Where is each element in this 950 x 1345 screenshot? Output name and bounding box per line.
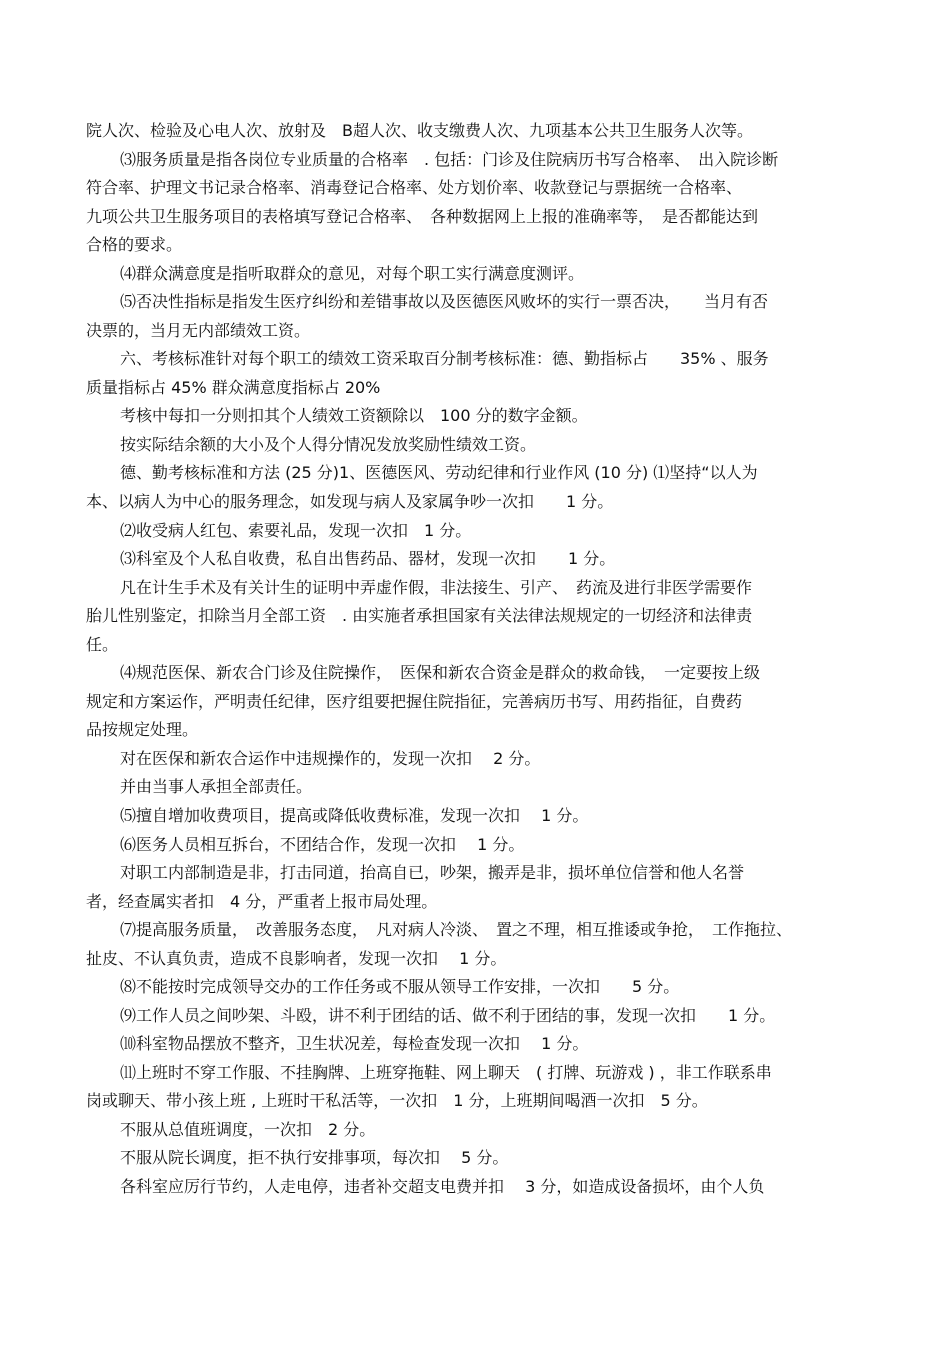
text-line: ⑻不能按时完成领导交办的工作任务或不服从领导工作安排，一次扣 5 分。	[120, 977, 680, 996]
text-line: ⑽科室物品摆放不整齐，卫生状况差，每检查发现一次扣 1 分。	[120, 1034, 589, 1053]
text-line: 扯皮、不认真负责，造成不良影响者，发现一次扣 1 分。	[86, 949, 507, 968]
text-line: ⑷群众满意度是指听取群众的意见，对每个职工实行满意度测评。	[120, 264, 585, 283]
text-line: 德、勤考核标准和方法 (25 分)1、医德医风、劳动纪律和行业作风 (10 分) ⑴坚持“以人为	[120, 463, 758, 482]
text-line: ⑸擅自增加收费项目，提高或降低收费标准，发现一次扣 1 分。	[120, 806, 589, 825]
text-line: ⑸否决性指标是指发生医疗纠纷和差错事故以及医德医风败坏的实行一票否决， 当月有否	[120, 292, 769, 311]
text-line: ⑷规范医保、新农合门诊及住院操作， 医保和新农合资金是群众的救命钱， 一定要按上级	[120, 663, 761, 682]
text-line: ⑵收受病人红包、索要礼品，发现一次扣 1 分。	[120, 521, 472, 540]
text-line: ⑶科室及个人私自收费，私自出售药品、器材，发现一次扣 1 分。	[120, 549, 616, 568]
text-line: 品按规定处理。	[86, 720, 199, 739]
text-line: 者，经查属实者扣 4 分，严重者上报市局处理。	[86, 892, 438, 911]
text-line: ⑼工作人员之间吵架、斗殴，讲不利于团结的话、做不利于团结的事，发现一次扣 1 分。	[120, 1006, 776, 1025]
text-line: 对在医保和新农合运作中违规操作的，发现一次扣 2 分。	[120, 749, 541, 768]
text-line: 考核中每扣一分则扣其个人绩效工资额除以 100 分的数字金额。	[120, 406, 588, 425]
text-line: ⑺提高服务质量， 改善服务态度， 凡对病人冷淡、 置之不理，相互推诿或争抢， 工作拖拉、	[120, 920, 793, 939]
text-line: 不服从总值班调度，一次扣 2 分。	[120, 1120, 376, 1139]
text-line: ⑶服务质量是指各岗位专业质量的合格率 . 包括：门诊及住院病历书写合格率、 出入院诊断	[120, 150, 779, 169]
text-line: 本、以病人为中心的服务理念，如发现与病人及家属争吵一次扣 1 分。	[86, 492, 614, 511]
text-line: 胎儿性别鉴定，扣除当月全部工资 . 由实施者承担国家有关法律法规规定的一切经济和法律责	[86, 606, 753, 625]
text-line: 岗或聊天、带小孩上班 , 上班时干私活等，一次扣 1 分，上班期间喝酒一次扣 5 分。	[86, 1091, 708, 1110]
text-line: 九项公共卫生服务项目的表格填写登记合格率、 各种数据网上上报的准确率等， 是否都能达到	[86, 207, 759, 226]
text-line: 合格的要求。	[86, 235, 183, 254]
text-line: 并由当事人承担全部责任。	[120, 777, 313, 796]
text-line: 各科室应厉行节约，人走电停，违者补交超支电费并扣 3 分，如造成设备损坏，由个人负	[120, 1177, 765, 1196]
text-line: 对职工内部制造是非，打击同道，抬高自已，吵架，搬弄是非，损坏单位信誉和他人名誉	[120, 863, 745, 882]
text-line: 凡在计生手术及有关计生的证明中弄虚作假，非法接生、引产、 药流及进行非医学需要作	[120, 578, 753, 597]
text-line: 规定和方案运作，严明责任纪律，医疗组要把握住院指征，完善病历书写、用药指征，自费药	[86, 692, 743, 711]
text-line: 符合率、护理文书记录合格率、消毒登记合格率、处方划价率、收款登记与票据统一合格率、	[86, 178, 743, 197]
text-line: 任。	[86, 635, 119, 654]
text-line: 质量指标占 45% 群众满意度指标占 20%	[86, 378, 381, 397]
text-line: ⑹医务人员相互拆台，不团结合作，发现一次扣 1 分。	[120, 835, 525, 854]
text-line: 决票的，当月无内部绩效工资。	[86, 321, 311, 340]
text-line: 不服从院长调度，拒不执行安排事项，每次扣 5 分。	[120, 1148, 509, 1167]
text-line: ⑾上班时不穿工作服、不挂胸牌、上班穿拖鞋、网上聊天 ( 打牌、玩游戏 ) ，非工作联系串	[120, 1063, 772, 1082]
text-line: 按实际结余额的大小及个人得分情况发放奖励性绩效工资。	[120, 435, 537, 454]
text-line: 六、考核标准针对每个职工的绩效工资采取百分制考核标准：德、勤指标占 35% 、服务	[120, 349, 769, 368]
text-line: 院人次、检验及心电人次、放射及 B超人次、收支缴费人次、九项基本公共卫生服务人次等。	[86, 121, 753, 140]
